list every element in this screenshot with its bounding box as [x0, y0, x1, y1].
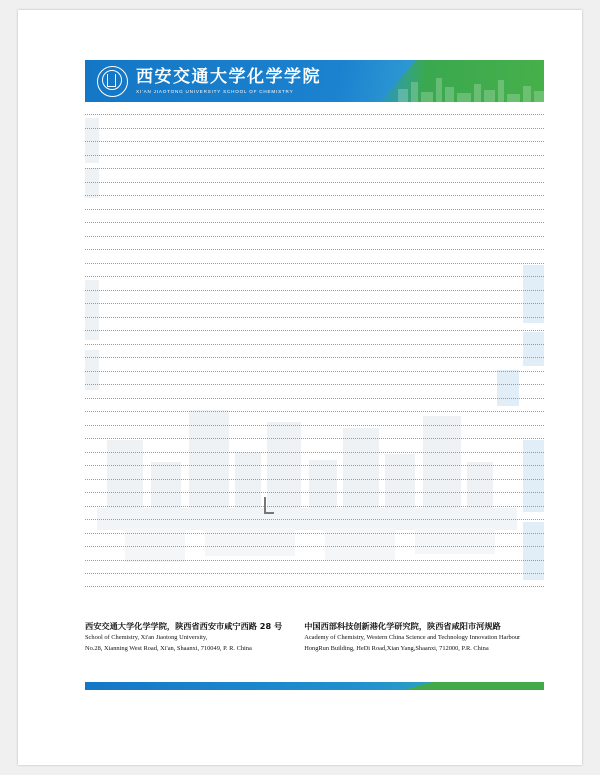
footer-address-left [85, 620, 288, 654]
logo-title-cn: 西安交通大学化学学院 [136, 66, 321, 87]
footer-left-en-2: No.28, Xianning West Road, Xi'an, Shaanxi, 710049, P. R. China [85, 644, 252, 652]
footer-right-en-1: Academy of Chemistry, Western China Science and Technology Innovation Harbour [304, 634, 521, 641]
footer-left-en-1: School of Chemistry, Xi'an Jiaotong University, [85, 634, 208, 641]
university-logo [97, 65, 321, 97]
document-page [18, 10, 582, 765]
letterhead-header [85, 60, 544, 102]
footer-address-right [304, 620, 544, 654]
footer-left-cn: 西安交通大学化学学院，陕西省西安市咸宁西路 28 号 [85, 621, 283, 631]
ruled-lines [85, 114, 544, 606]
footer-right-en-2: HongRun Building, HeDi Road,Xian Yang,Shaanxi, 712000, P.R. China [304, 644, 489, 652]
text-cursor[interactable] [264, 497, 266, 513]
logo-title-en: XI'AN JIAOTONG UNIVERSITY SCHOOL OF CHEMISTRY [136, 88, 294, 94]
footer-right-cn: 中国西部科技创新港化学研究院，陕西省咸阳市河规路 [304, 621, 501, 631]
logo-text-block [136, 68, 321, 95]
letterhead-footer [85, 620, 544, 654]
xjtu-seal-icon [97, 66, 128, 97]
footer-color-bar [85, 682, 544, 690]
